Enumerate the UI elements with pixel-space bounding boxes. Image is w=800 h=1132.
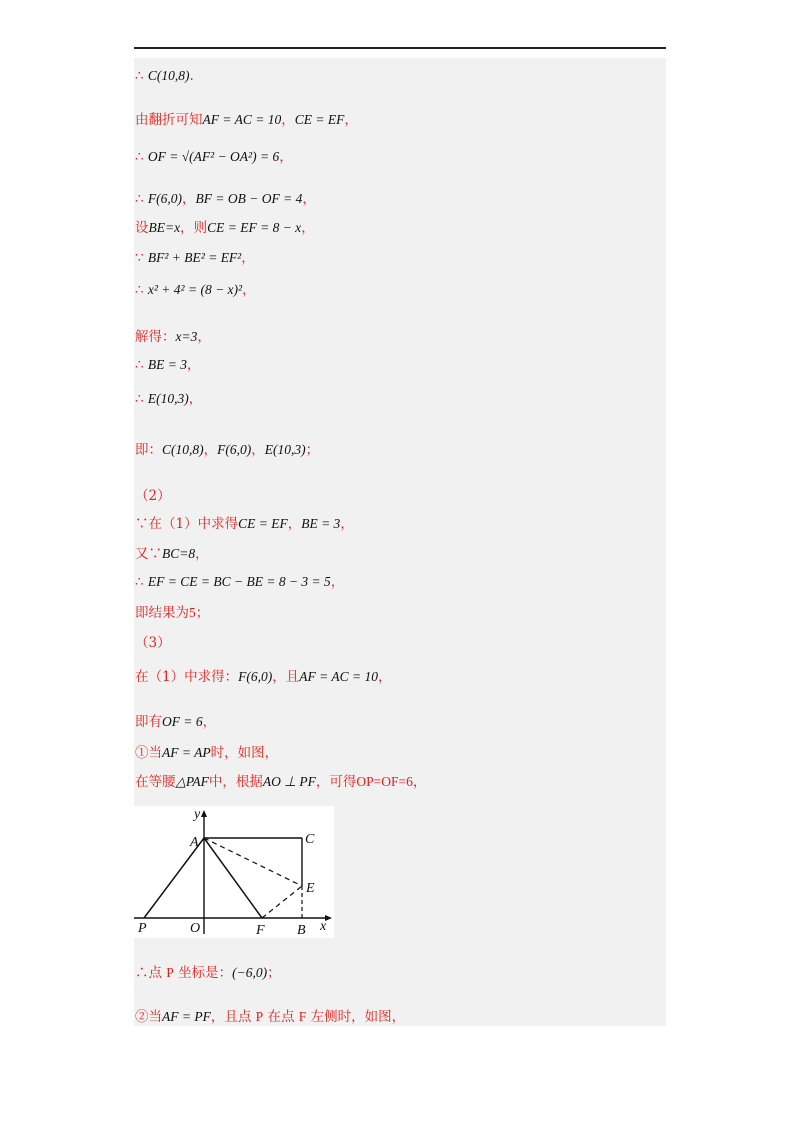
math-expression: F(6,0) xyxy=(238,669,273,684)
label-o: O xyxy=(190,921,201,936)
line-text: 在（1）中求得： xyxy=(135,669,239,685)
line-text: ∴ xyxy=(135,149,148,165)
line-text: ； xyxy=(195,605,210,621)
line-text: ，可得 xyxy=(315,774,357,790)
label-a: A xyxy=(190,835,199,850)
label-e: E xyxy=(306,881,315,896)
line-text: ， xyxy=(188,391,203,407)
line-text: ∴ xyxy=(135,282,148,298)
solution-line xyxy=(135,353,201,377)
solution-line xyxy=(135,387,202,411)
line-text: ，且 xyxy=(272,669,300,685)
solution-line xyxy=(135,187,316,211)
line-text: 5 xyxy=(189,605,196,620)
solution-line xyxy=(135,246,255,270)
line-text: 设 xyxy=(135,220,149,236)
line-text: ∴ xyxy=(135,68,148,84)
math-expression: OF = √(AF² − OA²) = 6 xyxy=(147,149,280,164)
solution-line xyxy=(135,108,358,132)
segment-af xyxy=(204,838,262,918)
y-axis-arrow xyxy=(201,810,207,817)
solution-line xyxy=(135,631,171,655)
math-expression: BF = OB − OF = 4 xyxy=(195,191,303,206)
line-text: F xyxy=(298,1009,307,1024)
solution-line xyxy=(135,438,319,462)
line-text: ∴ xyxy=(135,391,148,407)
math-expression: BE=x xyxy=(148,220,181,235)
line-text: 由翻折可知 xyxy=(135,112,203,128)
label-y: y xyxy=(194,807,201,822)
label-f: F xyxy=(256,923,265,938)
solution-line xyxy=(135,710,216,734)
math-expression: OF = 6 xyxy=(162,714,203,729)
line-text: ， xyxy=(302,191,316,207)
line-text: ∴ xyxy=(135,357,148,373)
line-text: ， xyxy=(195,546,209,562)
math-expression: AF = PF xyxy=(162,1009,211,1024)
line-text: 即有 xyxy=(135,714,162,730)
line-text: ， xyxy=(301,220,315,236)
solution-line xyxy=(135,770,426,794)
solution-line xyxy=(135,512,354,536)
solution-line xyxy=(135,542,209,566)
solution-line xyxy=(135,484,171,508)
math-expression: AO ⊥ PF xyxy=(262,774,316,789)
solution-line xyxy=(135,741,278,765)
line-text: ， xyxy=(242,282,256,298)
line-text: 坐标是： xyxy=(173,965,233,981)
math-expression: F(6,0) xyxy=(217,442,252,457)
math-expression: AF = AC = 10 xyxy=(299,669,378,684)
math-expression: BE = 3 xyxy=(147,357,187,372)
line-text: ∵在（1）中求得 xyxy=(135,516,239,532)
line-text: P xyxy=(255,1009,264,1024)
segment-ae xyxy=(204,838,302,886)
math-expression: x=3 xyxy=(175,329,198,344)
math-expression: △PAF xyxy=(175,774,209,789)
line-text: ， xyxy=(197,329,211,345)
math-expression: (−6,0) xyxy=(232,965,268,980)
line-text: ∴ xyxy=(135,191,148,207)
solution-line xyxy=(135,601,209,625)
math-expression: x² + 4² = (8 − x)² xyxy=(147,282,243,297)
math-expression: E(10,3) xyxy=(147,391,189,406)
math-expression: CE = EF xyxy=(294,112,345,127)
line-text: ， xyxy=(202,714,217,730)
line-text: ， xyxy=(330,574,345,590)
line-text: ， xyxy=(187,357,201,373)
line-text: ①当 xyxy=(135,745,162,761)
line-text: ②当 xyxy=(135,1009,162,1025)
solution-line xyxy=(135,216,315,240)
line-text: 中，根据 xyxy=(208,774,263,790)
line-text: （3） xyxy=(135,635,171,651)
math-expression: AF = AP xyxy=(162,745,211,760)
line-text: 即： xyxy=(135,442,162,458)
math-expression: E(10,3) xyxy=(264,442,306,457)
line-text: OP=OF=6 xyxy=(356,774,413,789)
line-text: （2） xyxy=(135,488,171,504)
solution-line xyxy=(135,278,256,302)
header-rule xyxy=(134,47,666,49)
geometry-figure xyxy=(134,806,334,938)
math-expression: BF² + BE² = EF² xyxy=(147,250,242,265)
line-text: ； xyxy=(305,442,320,458)
math-expression: BC=8 xyxy=(162,546,196,561)
line-text: 即结果为 xyxy=(135,605,189,621)
segment-pa xyxy=(144,838,204,918)
line-text: 在等腰 xyxy=(135,774,176,790)
line-text: ∵ xyxy=(135,250,148,266)
math-expression: CE = EF = 8 − x xyxy=(207,220,302,235)
line-text: ∴点 xyxy=(135,965,167,981)
line-text: ， xyxy=(241,250,255,266)
solution-line xyxy=(135,145,293,169)
line-text: . xyxy=(189,68,194,84)
line-text: ，且点 xyxy=(210,1009,256,1025)
line-text: ， xyxy=(281,112,295,128)
line-text: P xyxy=(166,965,174,980)
label-x: x xyxy=(320,919,327,934)
math-expression: C(10,8) xyxy=(147,68,190,83)
label-p: P xyxy=(138,921,147,936)
solution-line xyxy=(135,64,194,88)
math-expression: EF = CE = BC − BE = 8 − 3 = 5 xyxy=(147,574,331,589)
line-text: ， xyxy=(344,112,358,128)
segment-fe xyxy=(262,886,302,918)
line-text: ， xyxy=(377,669,392,685)
line-text: 解得： xyxy=(135,329,176,345)
line-text: ，则 xyxy=(180,220,208,236)
solution-line xyxy=(135,961,281,985)
math-expression: BE = 3 xyxy=(301,516,341,531)
line-text: ， xyxy=(412,774,427,790)
line-text: ， xyxy=(287,516,302,532)
line-text: 又∵ xyxy=(135,546,162,562)
line-text: ， xyxy=(182,191,196,207)
math-expression: C(10,8) xyxy=(162,442,204,457)
solution-line xyxy=(135,325,211,349)
math-expression: AF = AC = 10 xyxy=(202,112,282,127)
line-text: ， xyxy=(203,442,218,458)
solution-line xyxy=(135,665,391,689)
line-text: 左侧时，如图， xyxy=(306,1009,406,1025)
geometry-diagram xyxy=(134,806,334,938)
math-expression: CE = EF xyxy=(238,516,288,531)
solution-line xyxy=(135,570,344,594)
solution-line xyxy=(135,1005,405,1029)
label-b: B xyxy=(297,923,306,938)
line-text: ， xyxy=(251,442,265,458)
line-text: ， xyxy=(279,149,293,165)
math-expression: F(6,0) xyxy=(147,191,183,206)
line-text: ； xyxy=(267,965,281,981)
line-text: 时，如图， xyxy=(210,745,279,761)
line-text: 在点 xyxy=(263,1009,299,1025)
line-text: ， xyxy=(340,516,354,532)
label-c: C xyxy=(305,832,315,847)
line-text: ∴ xyxy=(135,574,148,590)
